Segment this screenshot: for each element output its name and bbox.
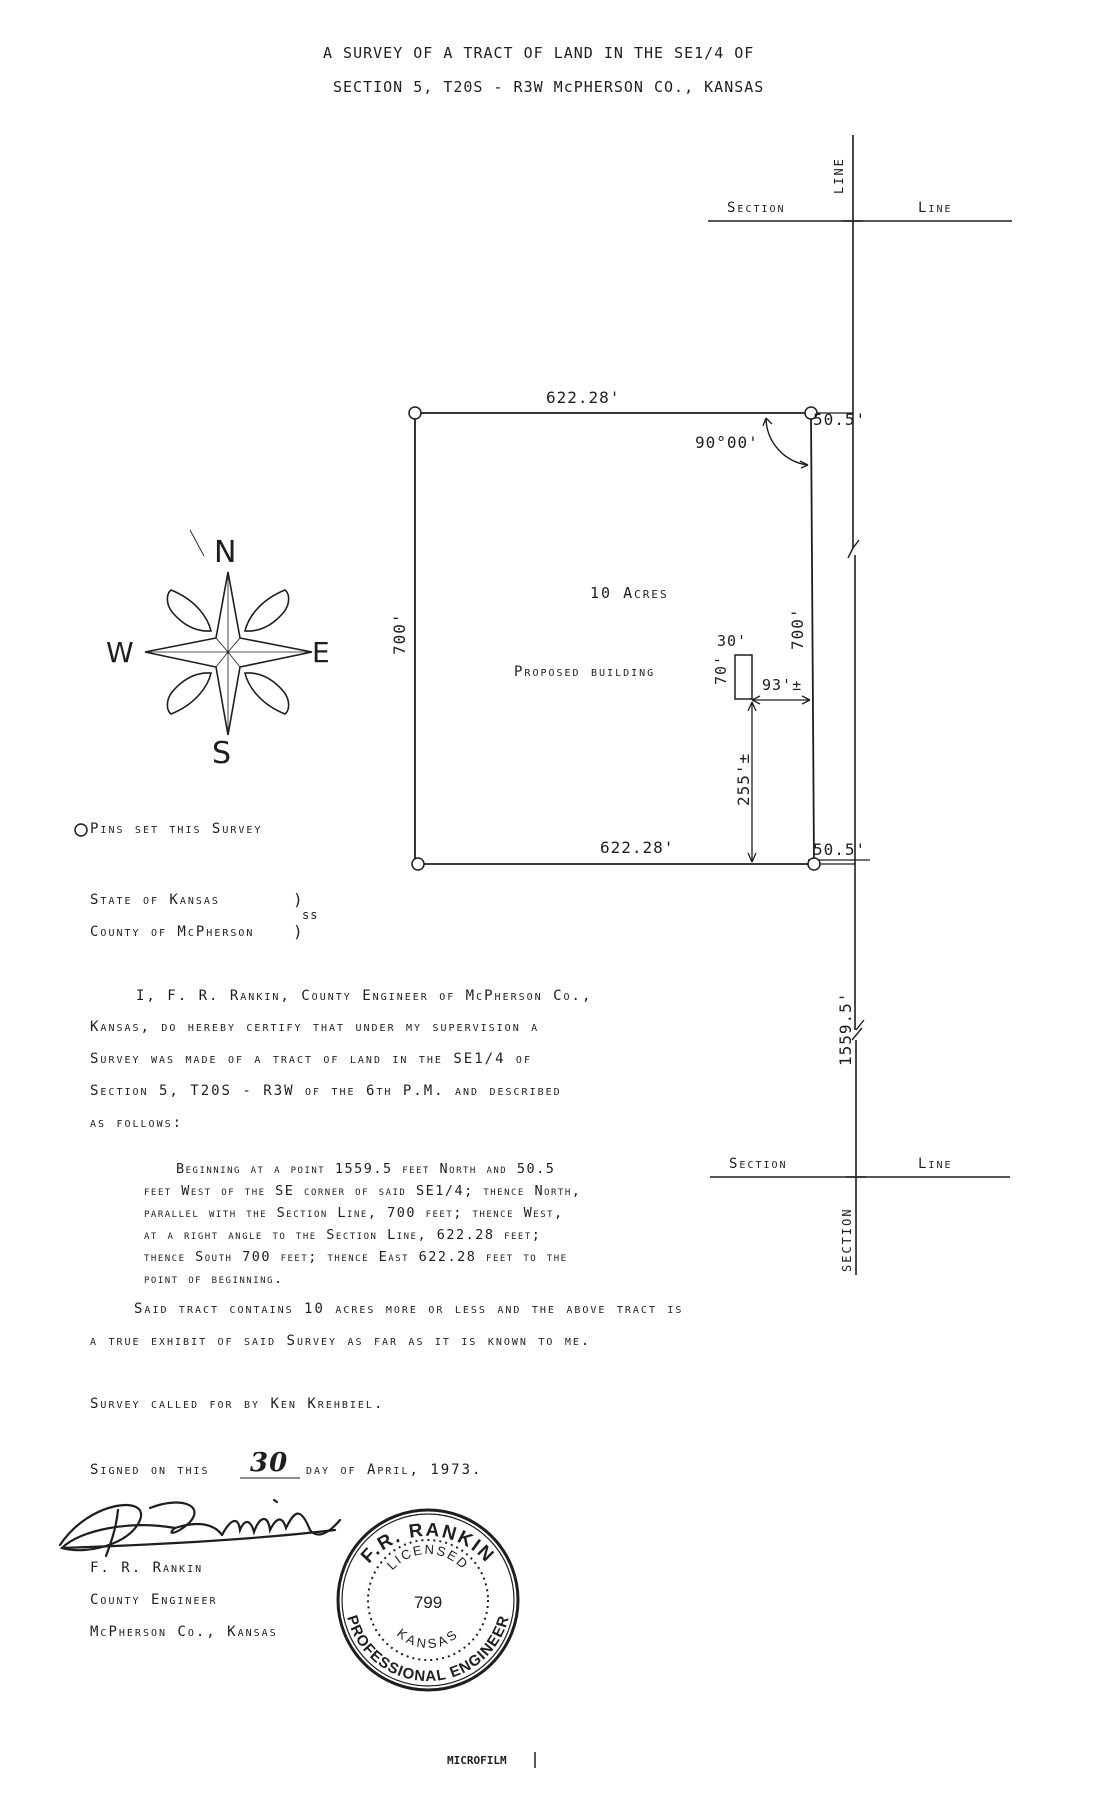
section-label-vertical-bottom: SECTION [840,1207,854,1272]
section-label-bottom-left: Section [729,1156,788,1172]
venue-state: State of Kansas [90,892,220,908]
cert-line-2: Kansas, do hereby certify that under my supervision a [90,1019,540,1035]
signer-name: F. R. Rankin [90,1560,204,1576]
desc-line-4: at a right angle to the Section Line, 622.28 feet; [144,1227,542,1243]
building-length: 70' [712,654,730,685]
cert-line-5: as follows: [90,1115,184,1131]
angle-label: 90°00' [695,433,759,452]
seal-top-text: F.R. RANKIN [357,1519,499,1568]
east-length: 700' [788,607,807,650]
desc-line-6: point of beginning. [144,1271,284,1287]
line-label-top-right: Line [918,200,953,216]
building-label: Proposed building [514,664,656,680]
seal-state-text: KANSAS [394,1625,462,1652]
section-label-top-left: Section [727,200,786,216]
title-line-2: SECTION 5, T20S - R3W McPHERSON CO., KANSAS [333,78,765,96]
building-width: 30' [717,632,748,650]
venue-ss: ss [302,908,319,922]
compass-north: N [214,535,238,570]
signed-suffix: day of April, 1973. [306,1462,483,1478]
top-length: 622.28' [546,388,621,407]
title-line-1: A SURVEY OF A TRACT OF LAND IN THE SE1/4 OF [323,44,755,62]
offset-bottom: 50.5' [813,840,867,859]
cert-line-4: Section 5, T20S - R3W of the 6th P.M. and described [90,1083,562,1099]
signer-title: County Engineer [90,1592,218,1608]
desc-line-5: thence South 700 feet; thence East 622.28 feet to the [144,1249,568,1265]
proposed-building [735,655,752,699]
seal-number: 799 [413,1593,443,1612]
venue-bracket-bottom: ) [293,922,304,941]
desc-line-3: parallel with the Section Line, 700 feet; thence West, [144,1205,564,1221]
building-east-offset: 93'± [762,676,803,694]
pins-legend: Pins set this Survey [90,821,263,837]
cert-line-1: I, F. R. Rankin, County Engineer of McPherson Co., [136,988,593,1004]
cert-line-3: Survey was made of a tract of land in the SE1/4 of [90,1051,532,1067]
venue-bracket-top: ) [293,890,304,909]
pin-se [808,858,820,870]
pin-nw [409,407,421,419]
signature [60,1500,340,1556]
statement-line-1: Said tract contains 10 acres more or less and the above tract is [134,1301,684,1317]
building-south-offset: 255'± [734,752,753,806]
angle-arc [766,418,808,465]
distance-south: 1559.5' [836,991,855,1066]
offset-top: 50.5' [813,410,867,429]
bottom-length: 622.28' [600,838,675,857]
statement-line-2: a true exhibit of said Survey as far as it is known to me. [90,1333,592,1349]
desc-line-1: Beginning at a point 1559.5 feet North and 50.5 [176,1161,556,1177]
desc-line-2: feet West of the SE corner of said SE1/4; thence North, [144,1183,582,1199]
tract-boundary [415,413,814,864]
seal-licensed-text: LICENSED [383,1541,473,1573]
line-label-bottom-right: Line [918,1156,953,1172]
signer-org: McPherson Co., Kansas [90,1624,278,1640]
pin-sw [412,858,424,870]
seal-bottom-text: PROFESSIONAL ENGINEER [343,1613,513,1686]
compass-south: S [212,736,233,771]
signed-day: 30 [250,1448,289,1478]
acres-label: 10 Acres [590,584,669,602]
signed-prefix: Signed on this [90,1462,210,1478]
line-label-vertical-top: LINE [832,157,846,194]
venue-county: County of McPherson [90,924,255,940]
compass-east: E [312,636,331,669]
pin-legend-circle [75,824,87,836]
survey-called-for: Survey called for by Ken Krehbiel. [90,1396,385,1412]
microfilm-stamp: MICROFILM [447,1754,507,1767]
west-length: 700' [390,612,409,655]
compass-west: W [106,636,135,669]
